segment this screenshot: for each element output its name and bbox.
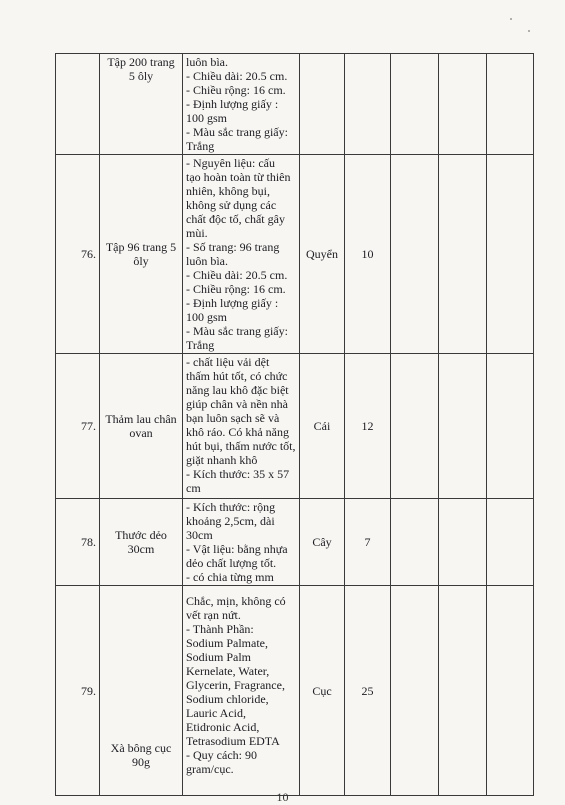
desc-line: - Quy cách: 90 [186,748,257,762]
desc-line: - Nguyên liệu: cấu [186,156,275,170]
table-row [56,586,534,796]
desc-line: - Số trang: 96 trang [186,240,280,254]
desc-line: 100 gsm [186,111,228,125]
page-number: 10 [276,790,289,804]
desc-line: - Định lượng giấy : [186,296,279,310]
empty-cell [487,586,534,796]
desc-line: khô ráo. Có khả năng [186,425,289,439]
row-number: 78. [56,499,100,586]
desc-line: - Chiều rộng: 16 cm. [186,83,286,97]
desc-line: - Chiều dài: 20.5 cm. [186,268,288,282]
empty-cell [487,499,534,586]
row-number [56,54,100,155]
desc-line: cm [186,481,201,495]
desc-line: dẻo chất lượng tốt. [186,556,277,570]
item-quantity: 12 [345,354,391,499]
empty-cell [439,586,487,796]
desc-line: Lauric Acid, [186,706,246,720]
empty-cell [487,155,534,354]
desc-line: - có chia từng mm [186,570,274,584]
table-row [56,155,534,354]
item-quantity [345,54,391,155]
item-name: Thảm lau chân ovan [100,354,183,499]
row-number: 76. [56,155,100,354]
row-number: 79. [56,586,100,796]
table-row [56,54,534,155]
desc-line: luôn bìa. [186,254,228,268]
desc-line: 100 gsm [186,310,228,324]
desc-line: Etidronic Acid, [186,720,260,734]
scan-speck [528,30,530,32]
desc-line: - Màu sắc trang giấy: [186,324,288,338]
empty-cell [439,155,487,354]
desc-line: Chắc, mịn, không có [186,594,286,608]
row-number: 77. [56,354,100,499]
desc-line: nhiên, không bụi, [186,184,270,198]
desc-line: Sodium Palmate, [186,636,268,650]
desc-line: - Kích thước: rộng [186,500,276,514]
scan-speck [510,18,512,20]
item-quantity: 10 [345,155,391,354]
desc-line: - Thành Phần: [186,622,254,636]
desc-line: Trắng [186,139,215,153]
desc-line: Sodium Palm [186,650,252,664]
item-name: Thước dẻo 30cm [100,499,183,586]
empty-cell [391,586,439,796]
desc-line: giúp chân và nền nhà [186,397,288,411]
item-description [183,499,300,586]
item-unit [300,54,345,155]
desc-line: - Màu sắc trang giấy: [186,125,288,139]
empty-cell [439,54,487,155]
desc-line: giặt nhanh khô [186,453,258,467]
desc-line: chất độc tố, chất gây [186,212,285,226]
empty-cell [487,54,534,155]
desc-line: Kernelate, Water, [186,664,270,678]
desc-line: Sodium chloride, [186,692,269,706]
desc-line: năng lau khô đặc biệt [186,383,289,397]
empty-cell [439,354,487,499]
desc-line: - Chiều rộng: 16 cm. [186,282,286,296]
item-description [183,54,300,155]
item-name: Xà bông cục 90g [100,586,183,796]
desc-line: bạn luôn sạch sẽ và [186,411,280,425]
desc-line: 30cm [186,528,213,542]
empty-cell [391,354,439,499]
desc-line: Glycerin, Fragrance, [186,678,285,692]
item-unit: Cái [300,354,345,499]
item-quantity: 7 [345,499,391,586]
item-unit: Cây [300,499,345,586]
desc-line: - Vật liệu: bằng nhựa [186,542,288,556]
desc-line: vết rạn nứt. [186,608,241,622]
desc-line: gram/cục. [186,762,234,776]
desc-line: - Định lượng giấy : [186,97,279,111]
empty-cell [391,155,439,354]
desc-line: - Kích thước: 35 x 57 [186,467,290,481]
table-row [56,499,534,586]
desc-line: - Chiều dài: 20.5 cm. [186,69,288,83]
desc-line: không sử dụng các [186,198,277,212]
desc-line: Trắng [186,338,215,352]
item-description [183,354,300,499]
desc-line: hút bụi, thấm nước tốt, [186,439,296,453]
item-description [183,586,300,796]
item-quantity: 25 [345,586,391,796]
empty-cell [439,499,487,586]
item-name: Tập 96 trang 5 ôly [100,155,183,354]
desc-line: khoảng 2,5cm, dài [186,514,275,528]
item-unit: Cục [300,586,345,796]
item-description [183,155,300,354]
desc-line: mùi. [186,226,208,240]
empty-cell [391,54,439,155]
empty-cell [487,354,534,499]
desc-line: luôn bìa. [186,55,228,69]
desc-line: thấm hút tốt, có chức [186,369,288,383]
item-name: Tập 200 trang 5 ôly [100,54,183,155]
desc-line: - chất liệu vải dệt [186,355,270,369]
product-spec-table [55,53,534,796]
table-row [56,354,534,499]
item-unit: Quyển [300,155,345,354]
empty-cell [391,499,439,586]
desc-line: Tetrasodium EDTA [186,734,280,748]
desc-line: tạo hoàn toàn từ thiên [186,170,291,184]
